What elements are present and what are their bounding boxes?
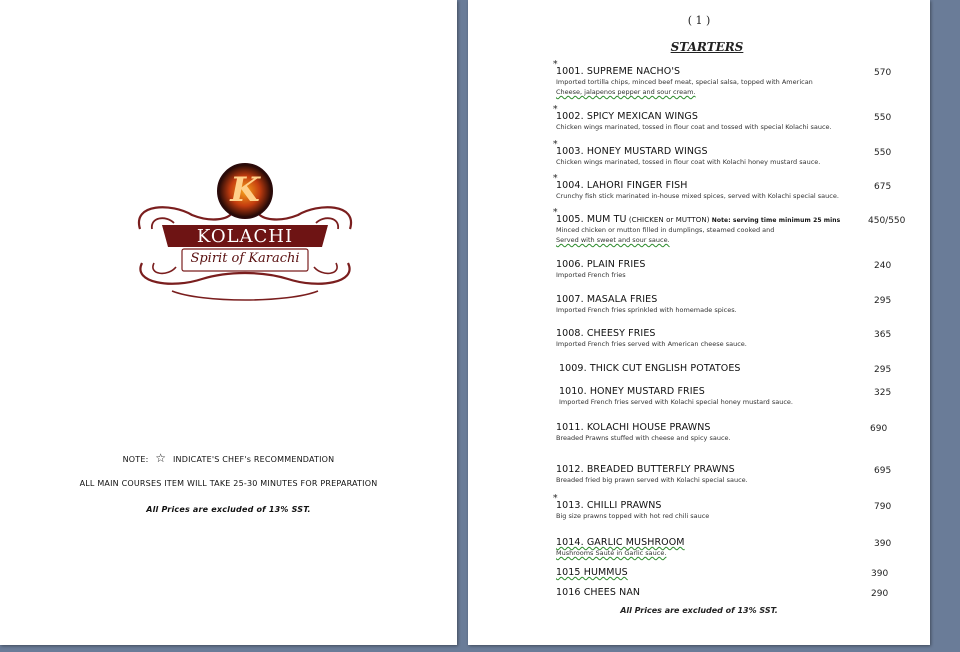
menu-item-name bbox=[556, 537, 906, 548]
menu-item-name bbox=[559, 363, 909, 374]
menu-item-description: Crunchy fish stick marinated in-house mixed spices, served with Kolachi special sauce. bbox=[556, 192, 839, 200]
menu-item-price: 240 bbox=[874, 261, 892, 271]
chef-star-icon: * bbox=[553, 105, 558, 115]
menu-item-price: 295 bbox=[874, 365, 892, 375]
menu-item-title: 1002. SPICY MEXICAN WINGS bbox=[556, 111, 699, 122]
section-title: STARTERS bbox=[670, 40, 744, 54]
menu-item bbox=[556, 587, 906, 598]
menu-item-description: Served with sweet and sour sauce. bbox=[556, 236, 670, 244]
chef-star-icon: * bbox=[553, 494, 558, 504]
menu-item bbox=[556, 537, 906, 558]
menu-item-title: 1015 HUMMUS bbox=[556, 567, 628, 578]
menu-item-name bbox=[556, 422, 906, 433]
chef-recommendation-note bbox=[0, 451, 457, 465]
menu-item-title: 1012. BREADED BUTTERFLY PRAWNS bbox=[556, 464, 735, 475]
tax-footer: All Prices are excluded of 13% SST. bbox=[620, 606, 778, 615]
menu-item-title: 1016 CHEES NAN bbox=[556, 587, 641, 598]
menu-item-description: Chicken wings marinated, tossed in flour coat and tossed with special Kolachi sauce. bbox=[556, 123, 832, 131]
logo-tagline: Spirit of Karachi bbox=[190, 251, 300, 266]
menu-item-name bbox=[556, 294, 906, 305]
page-number: ( 1 ) bbox=[687, 14, 711, 27]
chef-star-icon: * bbox=[553, 140, 558, 150]
chef-star-icon: * bbox=[553, 174, 558, 184]
star-icon: ☆ bbox=[155, 451, 167, 465]
menu-item-name bbox=[556, 587, 906, 598]
menu-item-description: Imported French fries served with American cheese sauce. bbox=[556, 340, 747, 348]
menu-item-price: 290 bbox=[871, 589, 889, 599]
menu-item bbox=[556, 422, 906, 443]
menu-item bbox=[556, 464, 906, 485]
menu-cover-page bbox=[0, 0, 457, 645]
menu-item-name bbox=[556, 66, 906, 77]
menu-item-price: 690 bbox=[870, 424, 888, 434]
menu-item-name bbox=[556, 214, 906, 225]
menu-item-name bbox=[556, 500, 906, 511]
menu-item bbox=[556, 259, 906, 280]
menu-item-title: 1007. MASALA FRIES bbox=[556, 294, 658, 305]
menu-item-price: 390 bbox=[871, 569, 889, 579]
menu-item-description: Imported French fries served with Kolachi special honey mustard sauce. bbox=[559, 398, 793, 406]
menu-item-name bbox=[559, 386, 909, 397]
menu-item bbox=[553, 60, 906, 97]
menu-item bbox=[553, 208, 906, 245]
menu-item-title: 1010. HONEY MUSTARD FRIES bbox=[559, 386, 705, 397]
menu-item-title: 1013. CHILLI PRAWNS bbox=[556, 500, 662, 511]
menu-item-name bbox=[556, 464, 906, 475]
menu-item-description: Breaded Prawns stuffed with cheese and spicy sauce. bbox=[556, 434, 731, 442]
menu-item-price: 450/550 bbox=[868, 216, 906, 226]
chef-star-icon: * bbox=[553, 208, 558, 218]
menu-item-title: 1008. CHEESY FRIES bbox=[556, 328, 656, 339]
menu-item-description: Chicken wings marinated, tossed in flour coat with Kolachi honey mustard sauce. bbox=[556, 158, 821, 166]
menu-item-name bbox=[556, 328, 906, 339]
menu-item-price: 675 bbox=[874, 182, 892, 192]
menu-item-description: Big size prawns topped with hot red chili sauce bbox=[556, 512, 710, 520]
menu-item-name bbox=[556, 146, 906, 157]
menu-item bbox=[553, 140, 906, 167]
menu-item bbox=[559, 363, 909, 374]
menu-item-title: 1011. KOLACHI HOUSE PRAWNS bbox=[556, 422, 711, 433]
menu-item bbox=[553, 105, 906, 132]
menu-item-name bbox=[556, 180, 906, 191]
menu-item-description: Imported French fries sprinkled with homemade spices. bbox=[556, 306, 737, 314]
menu-item-description: Minced chicken or mutton filled in dumplings, steamed cooked and bbox=[556, 226, 775, 234]
menu-item-title: 1001. SUPREME NACHO'S bbox=[556, 66, 681, 77]
menu-item bbox=[556, 567, 906, 578]
main-courses-note: ALL MAIN COURSES ITEM WILL TAKE 25-30 MINUTES FOR PREPARATION bbox=[79, 479, 378, 488]
menu-item-description: Breaded fried big prawn served with Kolachi special sauce. bbox=[556, 476, 748, 484]
menu-item bbox=[556, 328, 906, 349]
menu-item bbox=[559, 386, 909, 407]
menu-item-title: 1009. THICK CUT ENGLISH POTATOES bbox=[559, 363, 741, 374]
menu-item-price: 295 bbox=[874, 296, 892, 306]
starters-menu-page bbox=[468, 0, 930, 645]
menu-item-name bbox=[556, 567, 906, 578]
menu-item-price: 550 bbox=[874, 113, 892, 123]
menu-item-title: 1005. MUM TU bbox=[556, 214, 627, 225]
menu-item-title: 1006. PLAIN FRIES bbox=[556, 259, 646, 270]
menu-item-price: 570 bbox=[874, 68, 892, 78]
logo-letter: K bbox=[230, 170, 260, 210]
menu-item-name bbox=[556, 259, 906, 270]
menu-item-description: Cheese, jalapenos pepper and sour cream. bbox=[556, 88, 696, 96]
menu-item-price: 390 bbox=[874, 539, 892, 549]
menu-item-price: 695 bbox=[874, 466, 892, 476]
menu-item bbox=[553, 174, 906, 201]
chef-star-icon: * bbox=[553, 60, 558, 70]
menu-item-title: 1004. LAHORI FINGER FISH bbox=[556, 180, 688, 191]
menu-item-description: Mushrooms Sauté in Garlic sauce. bbox=[556, 549, 667, 557]
menu-item-description: Imported French fries bbox=[556, 271, 626, 279]
menu-item-price: 325 bbox=[874, 388, 892, 398]
menu-item-name bbox=[556, 111, 906, 122]
menu-item-title: 1003. HONEY MUSTARD WINGS bbox=[556, 146, 708, 157]
menu-item-description: Imported tortilla chips, minced beef meat, special salsa, topped with American bbox=[556, 78, 813, 86]
menu-item-note: Note: serving time minimum 25 mins bbox=[709, 217, 841, 224]
menu-item bbox=[553, 494, 906, 521]
note-text: INDICATE'S CHEF's RECOMMENDATION bbox=[173, 455, 335, 464]
menu-item-price: 550 bbox=[874, 148, 892, 158]
menu-item-variant: (CHICKEN or MUTTON) bbox=[626, 216, 710, 224]
menu-item-price: 790 bbox=[874, 502, 892, 512]
menu-item bbox=[556, 294, 906, 315]
menu-item-title: 1014. GARLIC MUSHROOM bbox=[556, 537, 685, 548]
logo-brand: KOLACHI bbox=[196, 226, 294, 247]
note-prefix: NOTE: bbox=[122, 455, 149, 464]
tax-note: All Prices are excluded of 13% SST. bbox=[146, 505, 311, 514]
menu-item-price: 365 bbox=[874, 330, 892, 340]
